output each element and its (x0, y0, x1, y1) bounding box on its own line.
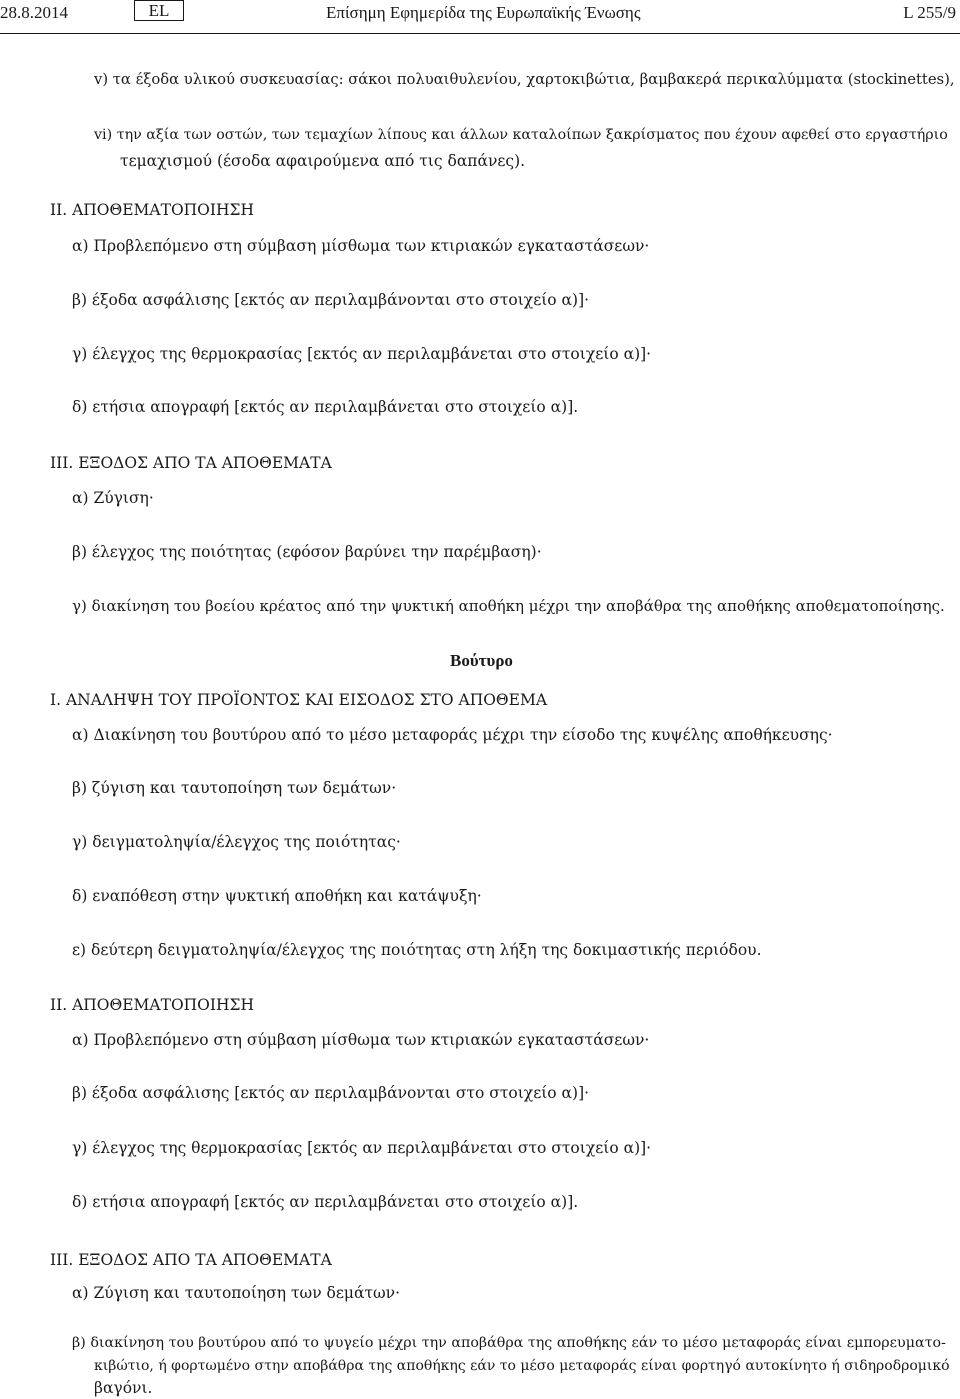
butter-intake-item-d: δ) εναπόθεση στην ψυκτική αποθήκη και κατάψυξη· (72, 887, 482, 905)
storage-item-a: α) Προβλεπόμενο στη σύμβαση μίσθωμα των κτιριακών εγκαταστάσεων· (72, 237, 650, 255)
butter-heading-storage: II. ΑΠΟΘΕΜΑΤΟΠΟΙΗΣΗ (50, 996, 254, 1014)
butter-storage-item-a: α) Προβλεπόμενο στη σύμβαση μίσθωμα των κτιριακών εγκαταστάσεων· (72, 1031, 650, 1049)
butter-storage-item-d: δ) ετήσια απογραφή [εκτός αν περιλαμβάνεται στο στοιχείο α)]. (72, 1193, 579, 1211)
storage-item-b: β) έξοδα ασφάλισης [εκτός αν περιλαμβάνονται στο στοιχείο α)]· (72, 291, 590, 309)
page-header (0, 3, 960, 25)
product-title-butter: Βούτυρο (450, 651, 513, 670)
header-divider (0, 33, 960, 34)
butter-intake-item-c: γ) δειγματοληψία/έλεγχος της ποιότητας· (72, 833, 401, 851)
header-language-box: EL (134, 0, 184, 21)
butter-storage-item-c: γ) έλεγχος της θερμοκρασίας [εκτός αν περιλαμβάνεται στο στοιχείο α)]· (72, 1139, 652, 1157)
butter-intake-item-e: ε) δεύτερη δειγματοληψία/έλεγχος της ποιότητας στη λήξη της δοκιμαστικής περιόδου. (72, 941, 762, 959)
butter-heading-exit: III. ΕΞΟΔΟΣ ΑΠΟ ΤΑ ΑΠΟΘΕΜΑΤΑ (50, 1251, 332, 1269)
exit-item-a: α) Ζύγιση· (72, 489, 154, 507)
butter-intake-item-b: β) ζύγιση και ταυτοποίηση των δεμάτων· (72, 779, 397, 797)
section-heading-exit: III. ΕΞΟΔΟΣ ΑΠΟ ΤΑ ΑΠΟΘΕΜΑΤΑ (50, 454, 332, 472)
butter-exit-item-a: α) Ζύγιση και ταυτοποίηση των δεμάτων· (72, 1284, 401, 1302)
item-v: v) τα έξοδα υλικού συσκευασίας: σάκοι πολυαιθυλενίου, χαρτοκιβώτια, βαμβακερά περικαλύμματα (stockinettes), (94, 71, 955, 88)
butter-exit-item-b-line3: βαγόνι. (94, 1379, 153, 1397)
exit-item-c: γ) διακίνηση του βοείου κρέατος από την ψυκτική αποθήκη μέχρι την αποβάθρα της αποθήκης αποθεματοποίησης. (72, 597, 945, 615)
butter-heading-intake: I. ΑΝΑΛΗΨΗ ΤΟΥ ΠΡΟΪΟΝΤΟΣ ΚΑΙ ΕΙΣΟΔΟΣ ΣΤΟ ΑΠΟΘΕΜΑ (50, 691, 548, 709)
storage-item-c: γ) έλεγχος της θερμοκρασίας [εκτός αν περιλαμβάνεται στο στοιχείο α)]· (72, 345, 652, 363)
header-date: 28.8.2014 (0, 3, 68, 22)
exit-item-b: β) έλεγχος της ποιότητας (εφόσον βαρύνει την παρέμβαση)· (72, 543, 542, 561)
item-vi-line1: vi) την αξία των οστών, των τεμαχίων λίπους και άλλων καταλοίπων ξακρίσματος που έχουν αφεθεί στο εργαστήριο (94, 127, 948, 143)
storage-item-d: δ) ετήσια απογραφή [εκτός αν περιλαμβάνεται στο στοιχείο α)]. (72, 398, 579, 416)
section-heading-storage: II. ΑΠΟΘΕΜΑΤΟΠΟΙΗΣΗ (50, 201, 254, 219)
butter-intake-item-a: α) Διακίνηση του βουτύρου από το μέσο μεταφοράς μέχρι την είσοδο της κυψέλης αποθήκευσης· (72, 726, 833, 744)
header-page-number: L 255/9 (903, 3, 956, 22)
item-vi-line2: τεμαχισμού (έσοδα αφαιρούμενα από τις δαπάνες). (120, 152, 526, 170)
butter-exit-item-b-line2: κιβώτιο, ή φορτωμένο στην αποβάθρα της αποθήκης εάν το μέσο μεταφοράς είναι φορτηγό αυτοκίνητο ή σιδηροδρομικό (94, 1358, 950, 1374)
header-journal-title: Επίσημη Εφημερίδα της Ευρωπαϊκής Ένωσης (326, 3, 641, 22)
butter-exit-item-b-line1: β) διακίνηση του βουτύρου από το ψυγείο μέχρι την αποβάθρα της αποθήκης εάν το μέσο μεταφοράς είναι εμπορευματο- (72, 1335, 946, 1351)
butter-storage-item-b: β) έξοδα ασφάλισης [εκτός αν περιλαμβάνονται στο στοιχείο α)]· (72, 1084, 590, 1102)
